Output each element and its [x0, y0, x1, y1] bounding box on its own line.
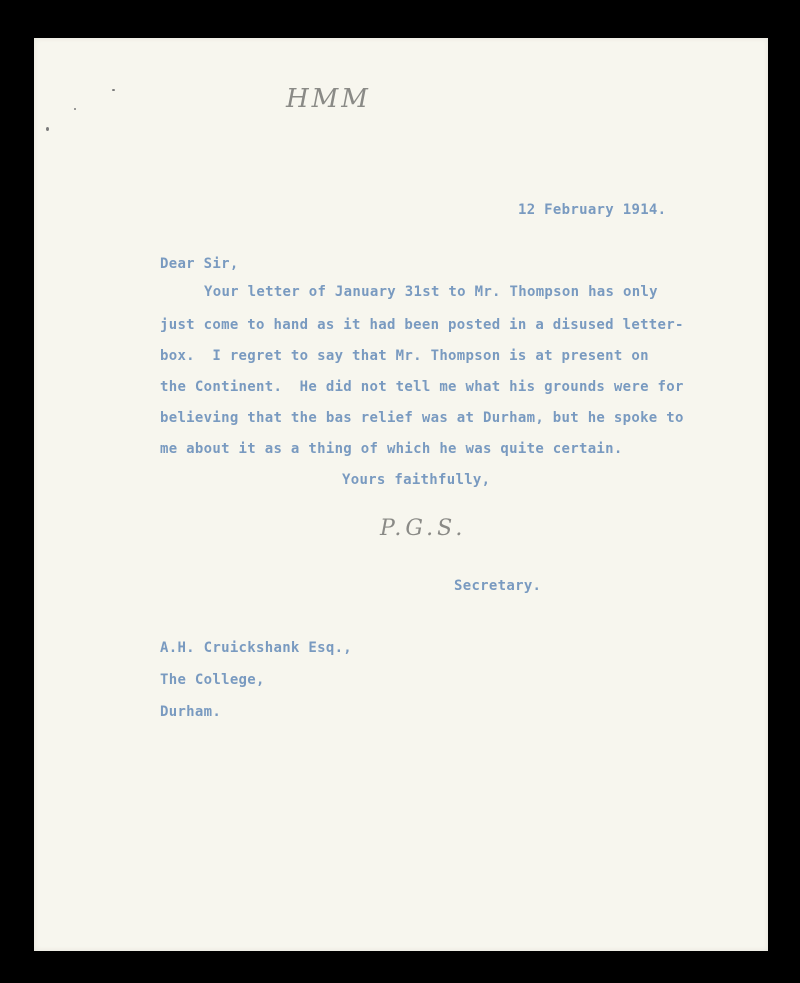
signature-initials: P.G.S.	[380, 516, 467, 541]
address-line-2: The College,	[160, 672, 265, 688]
body-line-2: just come to hand as it had been posted in a disused letter-	[160, 317, 684, 333]
paper-speck	[112, 89, 115, 91]
paper-speck	[46, 127, 49, 131]
body-line-6: me about it as a thing of which he was quite certain.	[160, 441, 623, 457]
body-line-4: the Continent. He did not tell me what his grounds were for	[160, 379, 684, 395]
paper-speck	[74, 108, 76, 110]
address-line-3: Durham.	[160, 704, 222, 720]
pencil-annotation: HMM	[286, 84, 371, 114]
body-line-1: Your letter of January 31st to Mr. Thompson has only	[204, 284, 658, 300]
signer-title: Secretary.	[454, 578, 542, 594]
letter-date: 12 February 1914.	[518, 202, 667, 218]
letter-page	[34, 38, 768, 951]
body-line-5: believing that the bas relief was at Durham, but he spoke to	[160, 410, 684, 426]
closing: Yours faithfully,	[342, 472, 491, 488]
address-line-1: A.H. Cruickshank Esq.,	[160, 640, 353, 656]
salutation: Dear Sir,	[160, 256, 239, 272]
body-line-3: box. I regret to say that Mr. Thompson is at present on	[160, 348, 649, 364]
